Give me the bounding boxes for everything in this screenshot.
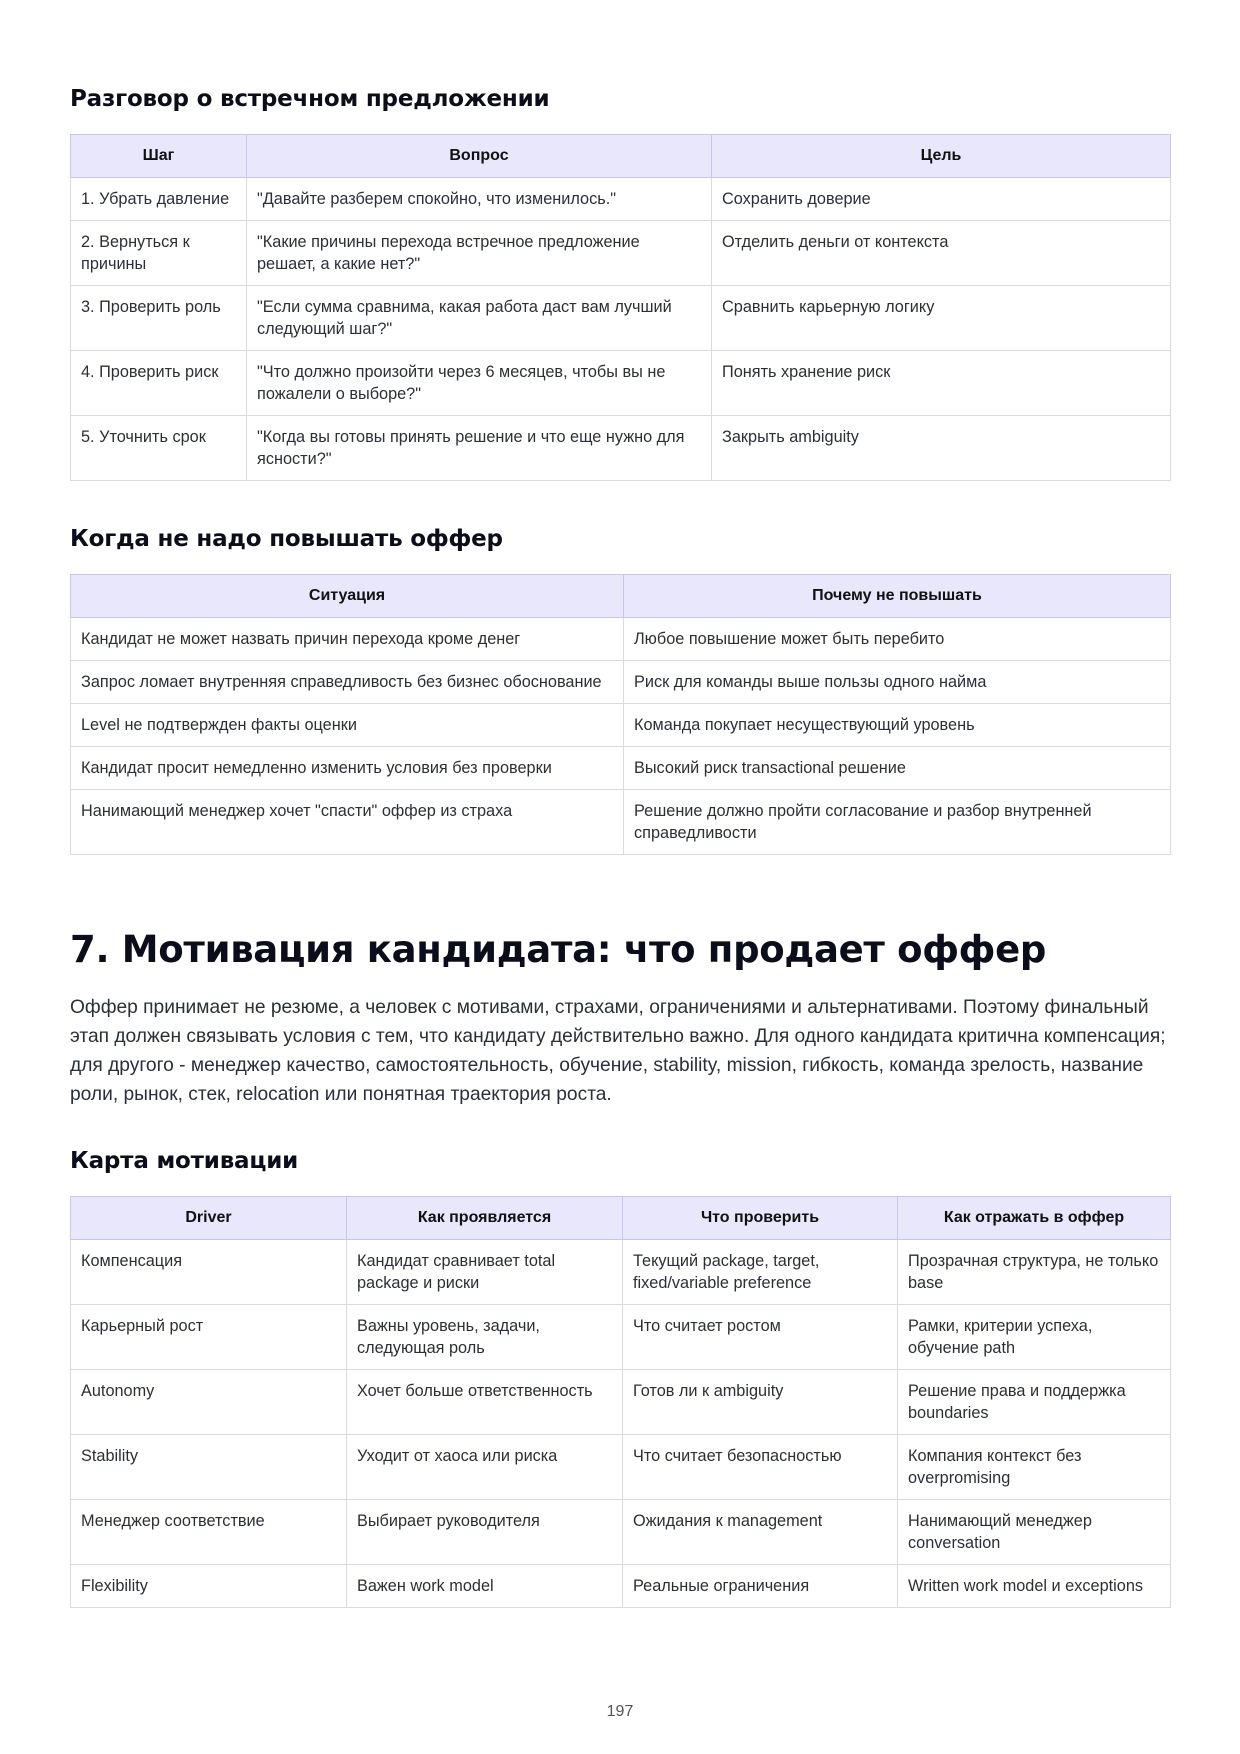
table-cell: Stability: [71, 1435, 347, 1500]
table-cell: 2. Вернуться к причины: [71, 221, 247, 286]
table-cell: Нанимающий менеджер conversation: [898, 1500, 1171, 1565]
table-row: [71, 1240, 1171, 1305]
table-cell: Запрос ломает внутренняя справедливость без бизнес обоснование: [71, 661, 624, 704]
table-row: [71, 1435, 1171, 1500]
table-cell: Важны уровень, задачи, следующая роль: [347, 1305, 623, 1370]
table-header-row: [71, 135, 1171, 178]
table-cell: Компенсация: [71, 1240, 347, 1305]
table-cell: Менеджер соответствие: [71, 1500, 347, 1565]
table-cell: 4. Проверить риск: [71, 351, 247, 416]
table-cell: Решение права и поддержка boundaries: [898, 1370, 1171, 1435]
table-cell: 5. Уточнить срок: [71, 416, 247, 481]
table-cell: Written work model и exceptions: [898, 1565, 1171, 1608]
table-cell: Хочет больше ответственность: [347, 1370, 623, 1435]
table-cell: Level не подтвержден факты оценки: [71, 704, 624, 747]
table-cell: Рамки, критерии успеха, обучение path: [898, 1305, 1171, 1370]
table-cell: "Что должно произойти через 6 месяцев, чтобы вы не пожалели о выборе?": [247, 351, 712, 416]
table-cell: "Когда вы готовы принять решение и что еще нужно для ясности?": [247, 416, 712, 481]
no-raise-heading: Когда не надо повышать оффер: [70, 526, 503, 552]
page-number: 197: [606, 1703, 634, 1720]
table-cell: Flexibility: [71, 1565, 347, 1608]
column-header: Шаг: [71, 135, 247, 178]
table-cell: Кандидат не может назвать причин перехода кроме денег: [71, 618, 624, 661]
table-cell: Что считает ростом: [623, 1305, 898, 1370]
motivation-table: [70, 1196, 1171, 1608]
table-cell: Сравнить карьерную логику: [712, 286, 1171, 351]
table-cell: Команда покупает несуществующий уровень: [624, 704, 1171, 747]
table-cell: "Давайте разберем спокойно, что изменилось.": [247, 178, 712, 221]
table-cell: Закрыть ambiguity: [712, 416, 1171, 481]
chapter-paragraph: Оффер принимает не резюме, а человек с мотивами, страхами, ограничениями и альтернативами. Поэтому финальный этап должен связывать условия с тем, что кандидату действительно важно. Для одного кандидата критична компенсация; для другого - менеджер качество, самостоятельность, обучение, stability, mission, гибкость, команда зрелость, название роли, рынок, стек, relocation или понятная траектория роста.: [70, 997, 1166, 1105]
table-cell: Компания контекст без overpromising: [898, 1435, 1171, 1500]
column-header: Почему не повышать: [624, 575, 1171, 618]
table-row: [71, 1500, 1171, 1565]
table-cell: Текущий package, target, fixed/variable preference: [623, 1240, 898, 1305]
table-cell: Нанимающий менеджер хочет "спасти" оффер из страха: [71, 790, 624, 855]
table-cell: Важен work model: [347, 1565, 623, 1608]
column-header: Как отражать в оффер: [898, 1197, 1171, 1240]
table-row: [71, 1305, 1171, 1370]
table-cell: Ожидания к management: [623, 1500, 898, 1565]
table-cell: Выбирает руководителя: [347, 1500, 623, 1565]
table-row: [71, 178, 1171, 221]
table-cell: Реальные ограничения: [623, 1565, 898, 1608]
table-row: [71, 416, 1171, 481]
table-cell: Прозрачная структура, не только base: [898, 1240, 1171, 1305]
table-row: [71, 221, 1171, 286]
table-cell: Отделить деньги от контекста: [712, 221, 1171, 286]
chapter-title: 7. Мотивация кандидата: что продает оффер: [70, 928, 1047, 971]
counteroffer-heading: Разговор о встречном предложении: [70, 86, 550, 112]
table-cell: Что считает безопасностью: [623, 1435, 898, 1500]
column-header: Ситуация: [71, 575, 624, 618]
table-cell: 1. Убрать давление: [71, 178, 247, 221]
table-row: [71, 704, 1171, 747]
column-header: Driver: [71, 1197, 347, 1240]
table-cell: Кандидат сравнивает total package и риски: [347, 1240, 623, 1305]
table-cell: Кандидат просит немедленно изменить условия без проверки: [71, 747, 624, 790]
column-header: Цель: [712, 135, 1171, 178]
table-header-row: [71, 1197, 1171, 1240]
table-cell: "Какие причины перехода встречное предложение решает, а какие нет?": [247, 221, 712, 286]
table-cell: Риск для команды выше пользы одного найма: [624, 661, 1171, 704]
table-cell: Готов ли к ambiguity: [623, 1370, 898, 1435]
column-header: Вопрос: [247, 135, 712, 178]
table-cell: Высокий риск transactional решение: [624, 747, 1171, 790]
column-header: Что проверить: [623, 1197, 898, 1240]
table-row: [71, 618, 1171, 661]
table-row: [71, 661, 1171, 704]
no-raise-table: [70, 574, 1171, 855]
table-row: [71, 747, 1171, 790]
table-cell: Понять хранение риск: [712, 351, 1171, 416]
table-cell: Карьерный рост: [71, 1305, 347, 1370]
counteroffer-table: [70, 134, 1171, 481]
table-cell: Autonomy: [71, 1370, 347, 1435]
table-cell: Решение должно пройти согласование и разбор внутренней справедливости: [624, 790, 1171, 855]
table-row: [71, 1565, 1171, 1608]
table-row: [71, 790, 1171, 855]
motivation-heading: Карта мотивации: [70, 1148, 299, 1174]
table-cell: Сохранить доверие: [712, 178, 1171, 221]
table-cell: 3. Проверить роль: [71, 286, 247, 351]
table-cell: Уходит от хаоса или риска: [347, 1435, 623, 1500]
table-row: [71, 286, 1171, 351]
table-cell: Любое повышение может быть перебито: [624, 618, 1171, 661]
table-row: [71, 1370, 1171, 1435]
table-row: [71, 351, 1171, 416]
table-header-row: [71, 575, 1171, 618]
column-header: Как проявляется: [347, 1197, 623, 1240]
table-cell: "Если сумма сравнима, какая работа даст вам лучший следующий шаг?": [247, 286, 712, 351]
